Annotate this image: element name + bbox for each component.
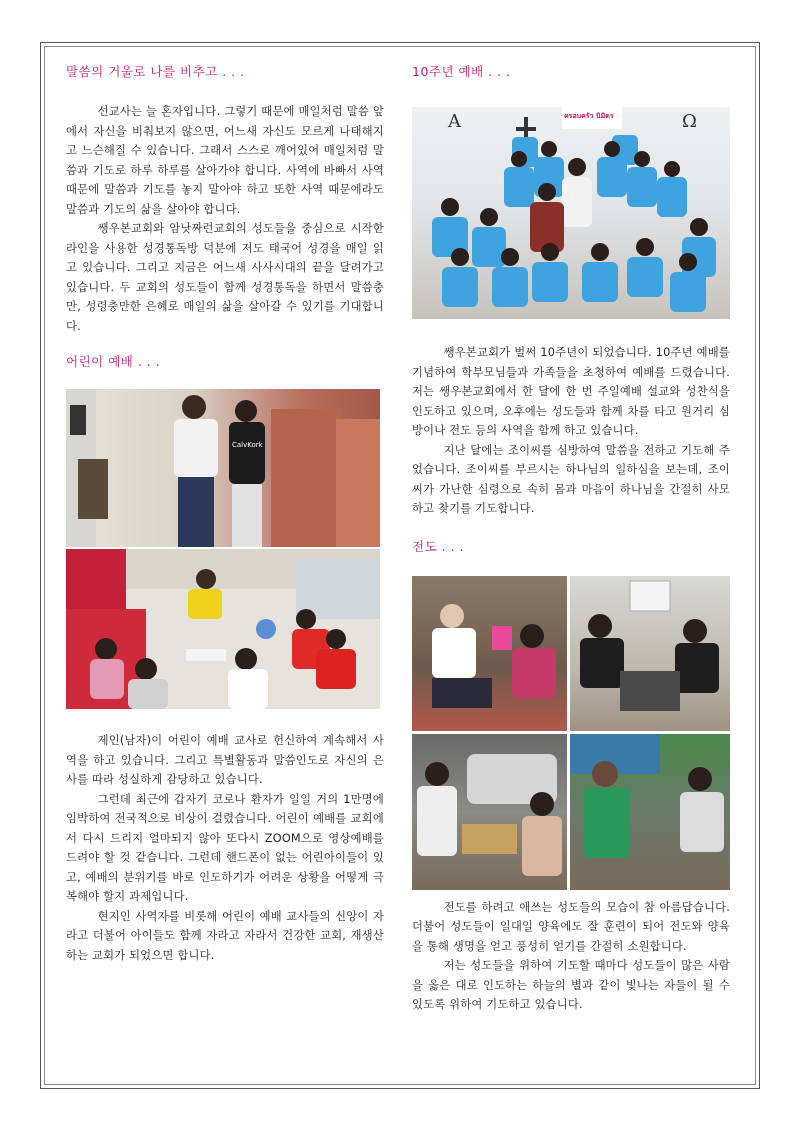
photo-children-activity: [66, 549, 380, 709]
church-banner: ครอบครัว นิมิตร: [564, 112, 614, 120]
paragraph: 제인(남자)이 어린이 예배 교사로 헌신하여 계속해서 사역을 하고 있습니다. 그리고 특별활동과 말씀인도로 자신의 은사를 따라 성실하게 감당하고 있습니다.: [66, 734, 384, 786]
paragraph: 저는 성도들을 위하여 기도할 때마다 성도들이 많은 사람을 옳은 대로 인도하는 하늘의 별과 같이 빛나는 자들이 될 수 있도록 위하여 기도하고 있습니다.: [412, 959, 730, 1011]
evangelism-photo-collage: [412, 576, 730, 890]
paragraph: 쌩우본교회와 암낫짜런교회의 성도들을 중심으로 시작한 라인을 사용한 성경통독방 덕분에 저도 태국어 성경을 매일 읽고 있습니다. 그리고 지금은 어느새 사사시대의 끝을 달려가고 있습니다. 두 교회의 성도들이 함께 성경통독을 하면서 말씀충만, 성령충만한 은혜로 매일의 삶을 살아갈 수 있기를 기대합니다.: [66, 222, 384, 333]
alpha-symbol: A: [448, 111, 461, 132]
photo-visit-1-figures: [412, 576, 567, 731]
photo-group-figures: [412, 107, 730, 319]
photo-visit-2-figures: [570, 576, 730, 731]
paragraph: 현지인 사역자를 비롯해 어린이 예배 교사들의 신앙이 자라고 더불어 아이들도 함께 자라고 자라서 건강한 교회, 재생산하는 교회가 되었으면 합니다.: [66, 909, 384, 962]
paragraph: 전도를 하려고 애쓰는 성도들의 모습이 참 아름답습니다. 더불어 성도들이 일대일 양육에도 잘 훈련이 되어 전도와 양육을 통해 생명을 얻고 풍성히 얻기를 간절히 소원합니다.: [412, 900, 730, 953]
paragraph: 지난 달에는 조이씨를 심방하여 말씀을 전하고 기도해 주었습니다. 조이씨를 부르시는 하나님의 일하심을 보는데, 조이씨가 가난한 심령으로 속히 몸과 마음이 하나님을 간절히 사모하고 찾기를 기도합니다.: [412, 443, 730, 515]
photo-visit-3-figures: [412, 734, 567, 890]
photo-teachers-figures: [66, 389, 380, 547]
left-column: [66, 62, 384, 965]
photo-visit-3: [412, 734, 567, 890]
photo-visit-4: [570, 734, 730, 890]
section-heading-mirror: 말씀의 거울로 나를 비추고 . . .: [66, 64, 245, 79]
photo-visit-1: [412, 576, 567, 731]
paragraph: 그런데 최근에 갑자기 코로나 환자가 일일 거의 1만명에 임박하여 전국적으로 비상이 걸렸습니다. 어린이 예배를 교회에서 다시 드리지 얼마되지 않아 또다시 ZOOM으로 영상예배를 드려야 할 것 같습니다. 그런데 핸드폰이 없는 어린아이들이 있고, 예배의 분위기를 바로 인도하기가 어려운 상황을 어떻게 극복해야 할지 과제입니다.: [66, 792, 384, 903]
photo-teachers: [66, 389, 380, 547]
photo-visit-2: [570, 576, 730, 731]
photo-children-figures: [66, 549, 380, 709]
children-photo-collage: [66, 389, 380, 709]
paragraph: 쌩우본교회가 벌써 10주년이 되었습니다. 10주년 예배를 기념하여 학부모님들과 가족들을 초청하여 예배를 드렸습니다. 저는 쌩우본교회에서 한 달에 한 번 주일예배 설교와 성찬식을 인도하고 있으며, 오후에는 성도들과 함께 차를 타고 원거리 심방이나 전도 등의 사역을 함께 하고 있습니다.: [412, 346, 730, 437]
paragraph: 선교사는 늘 혼자입니다. 그렇기 때문에 매일처럼 말씀 앞에서 자신을 비춰보지 않으면, 어느새 자신도 모르게 나태해지고 느슨해질 수 있습니다. 그래서 스스로 깨어있어 매일처럼 말씀과 기도로 하루 하루를 살아가야 합니다. 사역에 바빠서 사역 때문에 말씀과 기도를 놓지 말아야 하고 또한 사역 때문에라도 말씀과 기도의 삶을 살아야 합니다.: [66, 105, 384, 216]
shirt-text: CalvKork: [232, 441, 263, 449]
photo-visit-4-figures: [570, 734, 730, 890]
photo-anniversary-group: [412, 107, 730, 319]
right-column: [412, 62, 730, 1015]
section-heading-evangelism: 전도 . . .: [412, 538, 464, 554]
section-heading-anniversary: 10주년 예배 . . .: [412, 64, 511, 79]
omega-symbol: Ω: [682, 111, 697, 132]
section-heading-children: 어린이 예배 . . .: [66, 354, 161, 369]
